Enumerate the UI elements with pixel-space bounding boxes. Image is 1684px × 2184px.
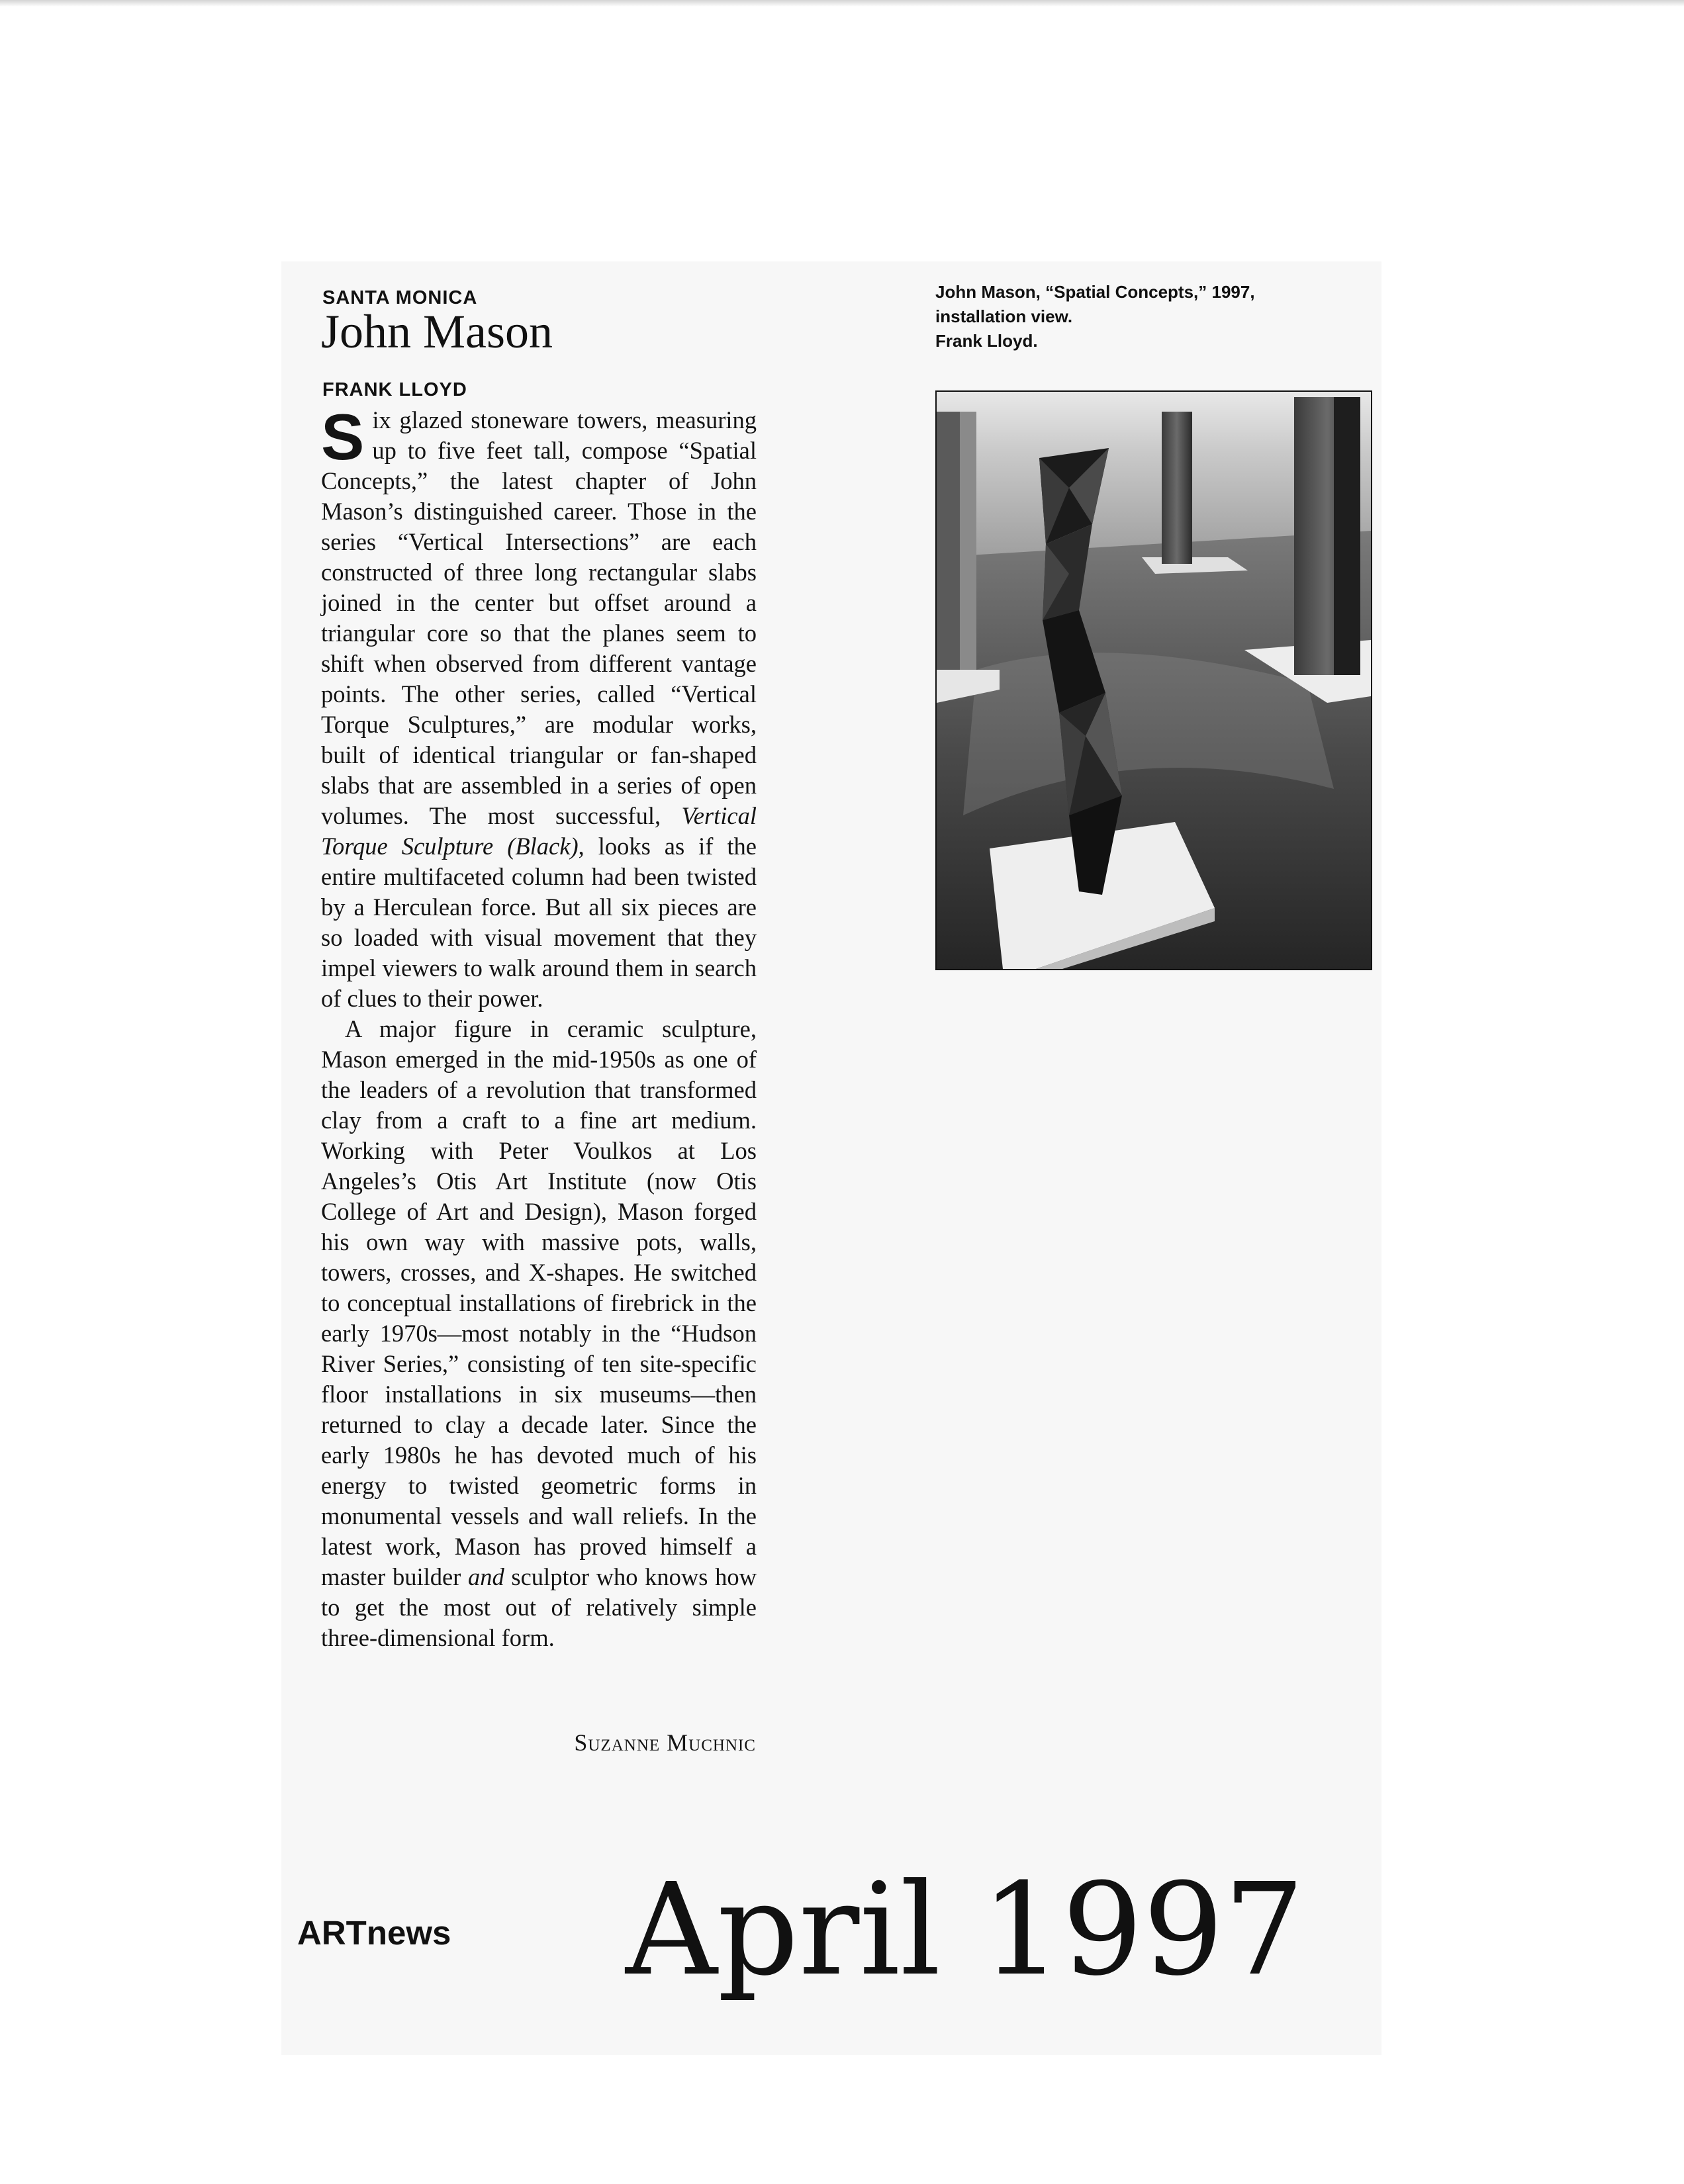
magazine-name: ARTnews bbox=[297, 1914, 451, 1952]
gallery-label: FRANK LLOYD bbox=[322, 379, 467, 400]
paragraph-1-tail: , looks as if the entire multifaceted column had been twisted by a Herculean force. But all six pieces are so loaded with visual movement that they impel viewers to walk around them in search of clues to their power. bbox=[321, 833, 757, 1012]
paragraph-1-lead: ix glazed stoneware towers, measuring up to five feet tall, compose “Spatial Concepts,” the latest chapter of John Mason’s distinguished career. Those in the series “Vertical Intersections” are each constructed of three long rectangular slabs joined in the center but offset around a triangular core so that the planes seem to shift when observed from different vantage points. The other series, called “Vertical Torque Sculptures,” are modular works, built of identical triangular or fan-shaped slabs that are assembled in a series of open volumes. The most successful, bbox=[321, 406, 757, 829]
right-tower-edge bbox=[1334, 397, 1360, 675]
artist-headline: John Mason bbox=[321, 305, 553, 358]
left-tower-shade bbox=[960, 412, 976, 690]
installation-photo-graphic bbox=[937, 392, 1371, 969]
review-paragraph-2 bbox=[321, 1014, 757, 1653]
paragraph-2-tail: sculptor who knows how to get the most out of relatively simple three-dimensional form. bbox=[321, 1563, 757, 1651]
review-paragraph-1 bbox=[321, 400, 757, 1014]
paragraph-2-lead: A major figure in ceramic sculpture, Mason emerged in the mid-1950s as one of the leaders of a revolution that transformed clay from a craft to a fine art medium. Working with Peter Voulkos at Los Angeles’s Otis Art Institute (now Otis College of Art and Design), Mason forged his own way with massive pots, walls, towers, crosses, and X-shapes. He switched to conceptual installations of firebrick in the early 1970s—most notably in the “Hudson River Series,” consisting of ten site-specific floor installations in six museums—then returned to clay a decade later. Since the early 1980s he has devoted much of his energy to twisted geometric forms in monumental vessels and wall reliefs. In the latest work, Mason has proved himself a master builder bbox=[321, 1015, 757, 1590]
center-tower bbox=[1162, 412, 1192, 564]
emphasis-word: and bbox=[468, 1563, 504, 1590]
author-byline: Suzanne Muchnic bbox=[574, 1729, 756, 1756]
review-text bbox=[321, 400, 757, 1653]
drop-cap: S bbox=[321, 400, 365, 473]
caption-line-2: installation view. bbox=[935, 306, 1073, 326]
installation-photo bbox=[935, 390, 1372, 970]
scan-edge bbox=[0, 0, 1684, 7]
artwork-title: Vertical Torque Sculpture (Black) bbox=[321, 802, 757, 860]
photo-caption bbox=[935, 280, 1333, 353]
city-label: SANTA MONICA bbox=[322, 287, 478, 308]
caption-line-1: John Mason, “Spatial Concepts,” 1997, bbox=[935, 282, 1255, 302]
caption-line-3: Frank Lloyd. bbox=[935, 331, 1038, 351]
issue-date: April 1997 bbox=[626, 1856, 1305, 2004]
